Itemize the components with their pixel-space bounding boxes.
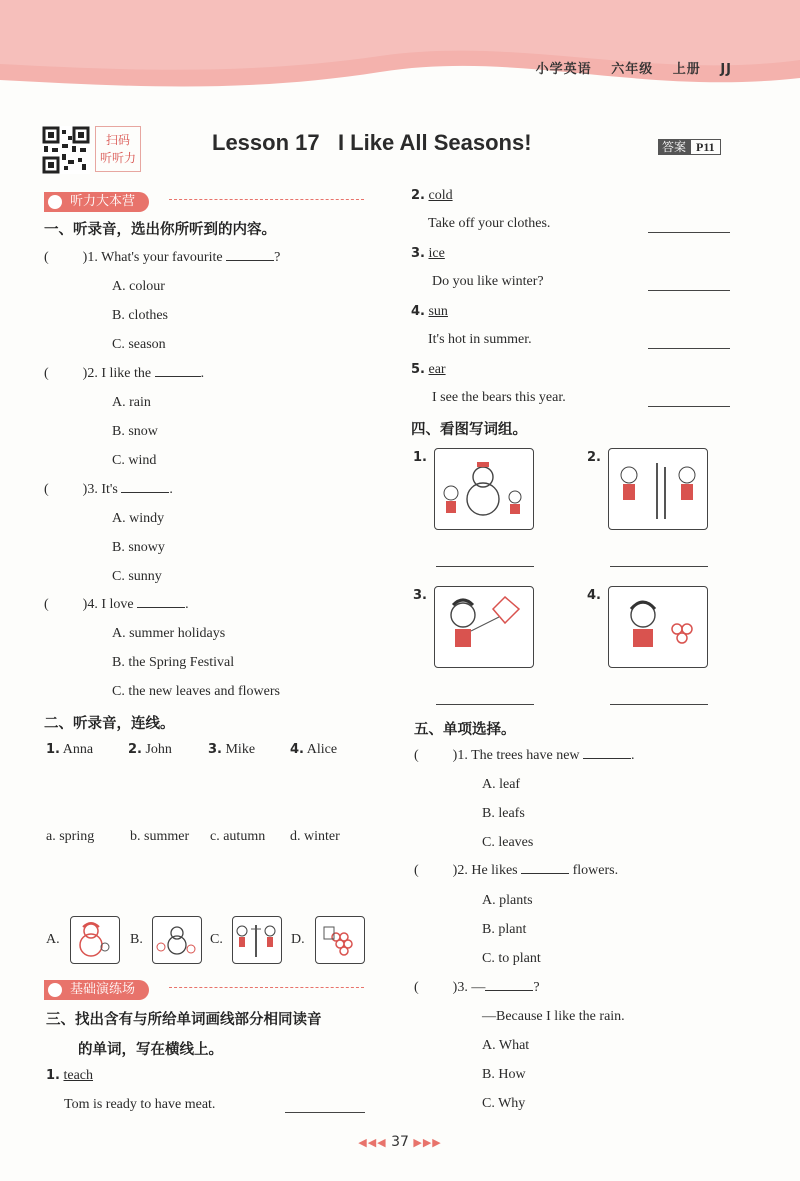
fill-blank[interactable] xyxy=(521,873,569,874)
q-end: flowers. xyxy=(572,863,619,878)
pic-c-planting[interactable] xyxy=(232,916,282,964)
part4-heading: 四、看图写词组。 xyxy=(411,422,527,438)
name-mike[interactable] xyxy=(208,742,255,758)
banner-practice-label: 基础演练场 xyxy=(44,980,149,1000)
part5-q3 xyxy=(414,980,540,996)
option: A. colour xyxy=(112,279,165,294)
part5-q2 xyxy=(414,863,618,879)
word: sun xyxy=(428,304,448,319)
part3-item1-answer-line[interactable] xyxy=(285,1112,365,1113)
n-num: 1. xyxy=(46,742,60,757)
q3-reply: —Because I like the rain. xyxy=(482,1009,625,1024)
q-num: 5. xyxy=(411,362,425,377)
q-end: . xyxy=(185,597,189,612)
part1-q4 xyxy=(44,597,189,613)
q-num: )1. xyxy=(452,748,468,763)
paren: ( xyxy=(414,748,419,763)
banner-listening xyxy=(44,190,364,210)
p4-pic-1-snowman[interactable] xyxy=(434,448,534,530)
p4-answer-line-3[interactable] xyxy=(436,704,534,705)
option: B. leafs xyxy=(482,806,525,821)
banner-listening-label: 听力大本营 xyxy=(44,192,149,212)
fill-blank[interactable] xyxy=(485,990,533,991)
p4-num-3: 3. xyxy=(413,588,427,603)
part3-item5-word xyxy=(411,362,446,378)
paren: ( xyxy=(44,250,49,265)
part3-item4-sentence: It's hot in summer. xyxy=(428,332,532,347)
n-name: Mike xyxy=(225,742,256,757)
q-num: )2. xyxy=(452,863,468,878)
part3-heading-1: 三、找出含有与所给单词画线部分相同读音 xyxy=(46,1012,322,1028)
option: B. clothes xyxy=(112,308,168,323)
paren: ( xyxy=(414,980,419,995)
scan-to-listen xyxy=(95,126,141,172)
q-end: . xyxy=(169,482,173,497)
option: B. the Spring Festival xyxy=(112,655,235,670)
next-arrows-icon: ▶▶▶ xyxy=(413,1136,442,1149)
part2-heading: 二、听录音，连线。 xyxy=(44,716,175,732)
q-end: . xyxy=(631,748,635,763)
p4-answer-line-2[interactable] xyxy=(610,566,708,567)
part3-item5-sentence: I see the bears this year. xyxy=(432,390,566,405)
part1-q3 xyxy=(44,482,173,498)
part3-item1-sentence: Tom is ready to have meat. xyxy=(64,1097,216,1112)
banner-dash xyxy=(169,987,364,988)
season-summer[interactable]: b. summer xyxy=(130,829,190,844)
q-text: I like the xyxy=(101,366,152,381)
pic-label-b: B. xyxy=(130,932,143,947)
part1-heading: 一、听录音，选出你所听到的内容。 xyxy=(44,222,276,238)
scan-line2: 听听力 xyxy=(99,151,136,165)
q-num: 4. xyxy=(411,304,425,319)
q-num: )3. xyxy=(452,980,468,995)
part3-item2-sentence: Take off your clothes. xyxy=(428,216,551,231)
q-text: I love xyxy=(101,597,134,612)
fill-blank[interactable] xyxy=(226,260,274,261)
option: A. leaf xyxy=(482,777,521,792)
q-text: — xyxy=(471,980,486,995)
part1-q2 xyxy=(44,366,204,382)
q-text: He likes xyxy=(471,863,518,878)
q-end: ? xyxy=(533,980,540,995)
p4-answer-line-1[interactable] xyxy=(436,566,534,567)
answer-page: P11 xyxy=(690,139,721,155)
name-anna[interactable] xyxy=(46,742,93,758)
p4-pic-4-grapes[interactable] xyxy=(608,586,708,668)
option: C. season xyxy=(112,337,166,352)
planting-trees-icon xyxy=(609,449,705,527)
season-winter[interactable]: d. winter xyxy=(290,829,340,844)
part1-q1 xyxy=(44,250,280,266)
snowman-icon xyxy=(153,917,199,961)
p4-num-1: 1. xyxy=(413,450,427,465)
q-num: 2. xyxy=(411,188,425,203)
option: A. plants xyxy=(482,893,533,908)
option: A. What xyxy=(482,1038,530,1053)
option: A. summer holidays xyxy=(112,626,226,641)
q-num: )2. xyxy=(82,366,98,381)
n-name: Anna xyxy=(62,742,94,757)
option: B. snow xyxy=(112,424,158,439)
p4-num-4: 4. xyxy=(587,588,601,603)
word: cold xyxy=(428,188,453,203)
option: C. leaves xyxy=(482,835,534,850)
pic-a-snowman[interactable] xyxy=(70,916,120,964)
q-text: The trees have new xyxy=(471,748,580,763)
pic-label-a: A. xyxy=(46,932,60,947)
page-title: Lesson 17 I Like All Seasons! xyxy=(212,130,532,155)
q-end: . xyxy=(200,366,205,381)
q-num: 3. xyxy=(411,246,425,261)
snow-child-icon xyxy=(71,917,117,961)
q-end: ? xyxy=(274,250,281,265)
part5-q1 xyxy=(414,748,635,764)
q-text: What's your favourite xyxy=(101,250,223,265)
part3-item3-word xyxy=(411,246,445,262)
paren: ( xyxy=(44,482,49,497)
q-num: )4. xyxy=(82,597,98,612)
grapes-icon xyxy=(316,917,362,961)
qr-code-icon[interactable] xyxy=(42,126,90,174)
name-alice[interactable] xyxy=(290,742,337,758)
word: teach xyxy=(63,1068,94,1083)
part3-item4-word xyxy=(411,304,448,320)
pic-label-c: C. xyxy=(210,932,223,947)
name-john[interactable] xyxy=(128,742,172,758)
fill-blank[interactable] xyxy=(583,758,631,759)
option: C. wind xyxy=(112,453,157,468)
planting-icon xyxy=(233,917,279,961)
part3-item2-word xyxy=(411,188,453,204)
part3-item3-answer-line[interactable] xyxy=(648,290,730,291)
q-num: )1. xyxy=(82,250,98,265)
pic-label-d: D. xyxy=(291,932,305,947)
header-volume: 上册 xyxy=(672,62,701,77)
paren: ( xyxy=(44,597,49,612)
banner-dash xyxy=(169,199,364,200)
option: B. plant xyxy=(482,922,527,937)
part3-item3-sentence: Do you like winter? xyxy=(432,274,544,289)
header-grade: 六年级 xyxy=(611,62,654,77)
fill-blank[interactable] xyxy=(137,607,185,608)
p4-num-2: 2. xyxy=(587,450,601,465)
page-number-value: 37 xyxy=(391,1134,409,1150)
p4-answer-line-4[interactable] xyxy=(610,704,708,705)
page-number xyxy=(0,1134,800,1150)
p4-pic-3-kite[interactable] xyxy=(434,586,534,668)
q-num: 1. xyxy=(46,1068,60,1083)
part3-heading-2: 的单词，写在横线上。 xyxy=(78,1042,223,1058)
header-info xyxy=(522,58,732,77)
pic-b-snowman-kids[interactable] xyxy=(152,916,202,964)
word: ice xyxy=(428,246,445,261)
part3-item4-answer-line[interactable] xyxy=(648,348,730,349)
option: B. snowy xyxy=(112,540,165,555)
part3-item2-answer-line[interactable] xyxy=(648,232,730,233)
season-autumn[interactable]: c. autumn xyxy=(210,829,266,844)
option: A. rain xyxy=(112,395,151,410)
part5-heading: 五、单项选择。 xyxy=(414,722,516,738)
season-spring[interactable]: a. spring xyxy=(46,829,95,844)
option: C. the new leaves and flowers xyxy=(112,684,280,699)
fill-blank[interactable] xyxy=(121,492,169,493)
n-num: 3. xyxy=(208,742,222,757)
q-text: It's xyxy=(101,482,118,497)
p4-pic-2-planting[interactable] xyxy=(608,448,708,530)
header-edition: JJ xyxy=(720,62,732,77)
option: C. sunny xyxy=(112,569,162,584)
pic-d-grapes[interactable] xyxy=(315,916,365,964)
q-num: )3. xyxy=(82,482,98,497)
header-subject: 小学英语 xyxy=(535,62,592,77)
part3-item5-answer-line[interactable] xyxy=(648,406,730,407)
paren: ( xyxy=(414,863,419,878)
paren: ( xyxy=(44,366,49,381)
option: B. How xyxy=(482,1067,526,1082)
answer-label: 答案 xyxy=(658,139,690,155)
word: ear xyxy=(428,362,446,377)
n-name: John xyxy=(145,742,172,757)
option: A. windy xyxy=(112,511,165,526)
scan-line1: 扫码 xyxy=(105,133,130,147)
option: C. to plant xyxy=(482,951,541,966)
kite-flying-icon xyxy=(435,587,531,665)
prev-arrows-icon: ◀◀◀ xyxy=(358,1136,387,1149)
n-name: Alice xyxy=(306,742,338,757)
banner-practice xyxy=(44,978,364,998)
part3-item1-word xyxy=(46,1068,93,1084)
n-num: 4. xyxy=(290,742,304,757)
snowman-kids-icon xyxy=(435,449,531,527)
girl-grapes-icon xyxy=(609,587,705,665)
answer-key xyxy=(658,138,721,155)
header-band xyxy=(0,0,800,110)
option: C. Why xyxy=(482,1096,526,1111)
fill-blank[interactable] xyxy=(155,376,201,377)
n-num: 2. xyxy=(128,742,142,757)
